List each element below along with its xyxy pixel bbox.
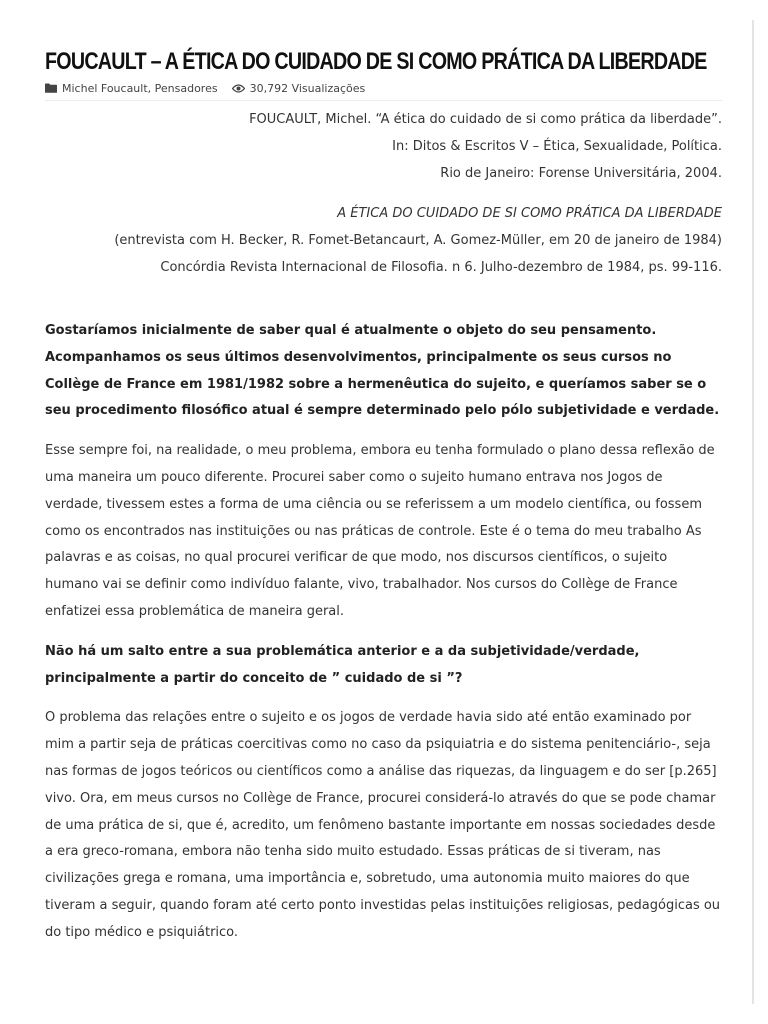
interview-answer: O problema das relações entre o sujeito e os jogos de verdade havia sido até então examinado por mim a partir seja de práticas coercitivas como no caso da psiquiatria e do sistema penitenciário-, seja nas formas de jogos teóricos ou científicos como a análise das riquezas, da linguagem e do ser [p.265] vivo. Ora, em meus cursos no Collège de France, procurei considerá-lo através do que se pode chamar de uma prática de si, que é, acredito, um fenômeno bastante importante em nossas sociedades desde a era greco-romana, embora não tenha sido muito estudado. Essas práticas de si tiveram, nas civilizações grega e romana, uma importância e, sobretudo, uma autonomia muito maiores do que tiveram a seguir, quando foram até certo ponto investidas pelas instituições religiosas, pedagógicas ou do tipo médico e psiquiátrico. <box>45 710 721 940</box>
citation-line: Rio de Janeiro: Forense Universitária, 2004. <box>440 166 722 181</box>
citation-line: FOUCAULT, Michel. “A ética do cuidado de si como prática da liberdade”. <box>249 112 722 127</box>
interview-title: A ÉTICA DO CUIDADO DE SI COMO PRÁTICA DA LIBERDADE <box>337 206 722 221</box>
interview-question: Gostaríamos inicialmente de saber qual é atualmente o objeto do seu pensamento. Acompanhamos os seus últimos desenvolvimentos, principalmente os seus cursos no Collège de France em 1981/1982 sobre a hermenêutica do sujeito, e queríamos saber se o seu procedimento filosófico atual é sempre determinado pelo pólo subjetividade e verdade. <box>45 323 720 419</box>
folder-icon <box>45 83 57 93</box>
page-right-border <box>752 20 754 1004</box>
post-meta <box>45 78 722 101</box>
post-views: 30,792 Visualizações <box>249 81 366 95</box>
interview-answer: Esse sempre foi, na realidade, o meu problema, embora eu tenha formulado o plano dessa reflexão de uma maneira um pouco diferente. Procurei saber como o sujeito humano entrava nos Jogos de verdade, tivessem estes a forma de uma ciência ou se referissem a um modelo científica, ou fossem como os encontrados nas instituições ou nas práticas de controle. Este é o tema do meu trabalho As palavras e as coisas, no qual procurei verificar de que modo, nos discursos científicos, o sujeito humano vai se definir como indivíduo falante, vivo, trabalhador. Nos cursos do Collège de France enfatizei essa problemática de maneira geral. <box>45 443 715 619</box>
citation-block <box>45 106 722 281</box>
interview-question: Não há um salto entre a sua problemática anterior e a da subjetividade/verdade, principalmente a partir do conceito de ” cuidado de si ”? <box>45 643 640 686</box>
citation-line: In: Ditos & Escritos V – Ética, Sexualidade, Política. <box>392 139 722 154</box>
article-title: FOUCAULT – A ÉTICA DO CUIDADO DE SI COMO PRÁTICA DA LIBERDADE <box>45 48 707 75</box>
article <box>45 46 722 960</box>
article-body <box>45 318 722 947</box>
interview-credits: (entrevista com H. Becker, R. Fomet-Betancaurt, A. Gomez-Müller, em 20 de janeiro de 1984) <box>114 233 722 248</box>
eye-icon <box>232 84 245 93</box>
journal-reference: Concórdia Revista Internacional de Filosofia. n 6. Julho-dezembro de 1984, ps. 99-116. <box>160 260 722 275</box>
post-categories[interactable]: Michel Foucault, Pensadores <box>62 81 218 95</box>
